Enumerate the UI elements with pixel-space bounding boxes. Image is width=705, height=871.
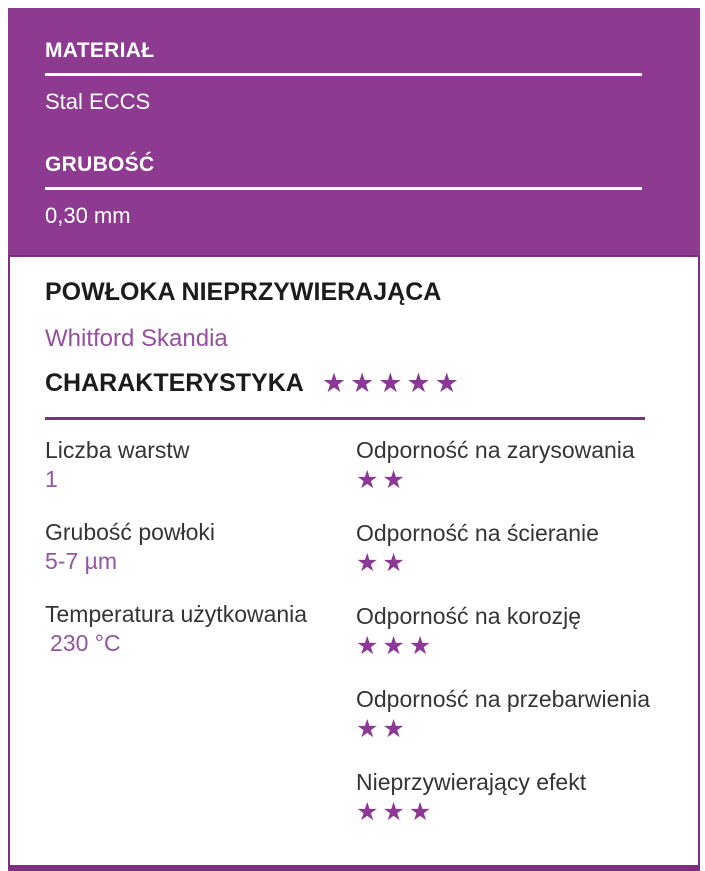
section-divider <box>45 417 645 420</box>
thickness-section <box>45 153 663 229</box>
spec-value: 5-7 µm <box>45 548 118 574</box>
material-underline <box>45 73 642 76</box>
spec-item-layers <box>45 436 356 494</box>
star-rating: ★★★ <box>356 798 436 826</box>
characteristics-label: CHARAKTERYSTYKA <box>45 369 304 397</box>
star-rating: ★★ <box>356 715 409 743</box>
rating-label: Odporność na ścieranie <box>356 520 599 546</box>
rating-label: Odporność na korozję <box>356 603 582 629</box>
characteristics-star-rating: ★★★★★ <box>321 368 463 398</box>
rating-label: Odporność na przebarwienia <box>356 686 651 712</box>
spec-item-usage-temperature <box>45 600 356 658</box>
spec-label: Temperatura użytkowania <box>45 601 308 627</box>
spec-value: 1 <box>45 466 58 492</box>
thickness-value: 0,30 mm <box>45 203 131 228</box>
product-spec-card <box>8 8 700 871</box>
rating-item-discoloration-resistance <box>356 685 680 744</box>
spec-grid <box>45 436 680 851</box>
coating-title: POWŁOKA NIEPRZYWIERAJĄCA <box>45 278 442 306</box>
material-value: Stal ECCS <box>45 89 151 114</box>
rating-item-nonstick-effect <box>356 768 680 827</box>
coating-brand: Whitford Skandia <box>45 325 228 352</box>
star-rating: ★★ <box>356 549 409 577</box>
spec-label: Grubość powłoki <box>45 519 216 545</box>
characteristics-row <box>45 368 680 398</box>
spec-value: 230 °C <box>50 630 121 656</box>
star-rating: ★★ <box>356 466 409 494</box>
rating-item-scratch-resistance <box>356 436 680 495</box>
rating-item-abrasion-resistance <box>356 519 680 578</box>
spec-column-left <box>45 436 356 682</box>
rating-item-corrosion-resistance <box>356 602 680 661</box>
rating-label: Nieprzywierający efekt <box>356 769 587 795</box>
thickness-section-title: GRUBOŚĆ <box>45 153 155 176</box>
rating-label: Odporność na zarysowania <box>356 437 635 463</box>
spec-label: Liczba warstw <box>45 437 190 463</box>
thickness-underline <box>45 187 642 190</box>
spec-item-coating-thickness <box>45 518 356 576</box>
spec-column-right <box>356 436 680 851</box>
star-rating: ★★★ <box>356 632 436 660</box>
coating-panel <box>8 255 700 871</box>
material-section-title: MATERIAŁ <box>45 39 155 62</box>
material-section <box>45 39 663 115</box>
material-header-panel <box>8 8 700 255</box>
